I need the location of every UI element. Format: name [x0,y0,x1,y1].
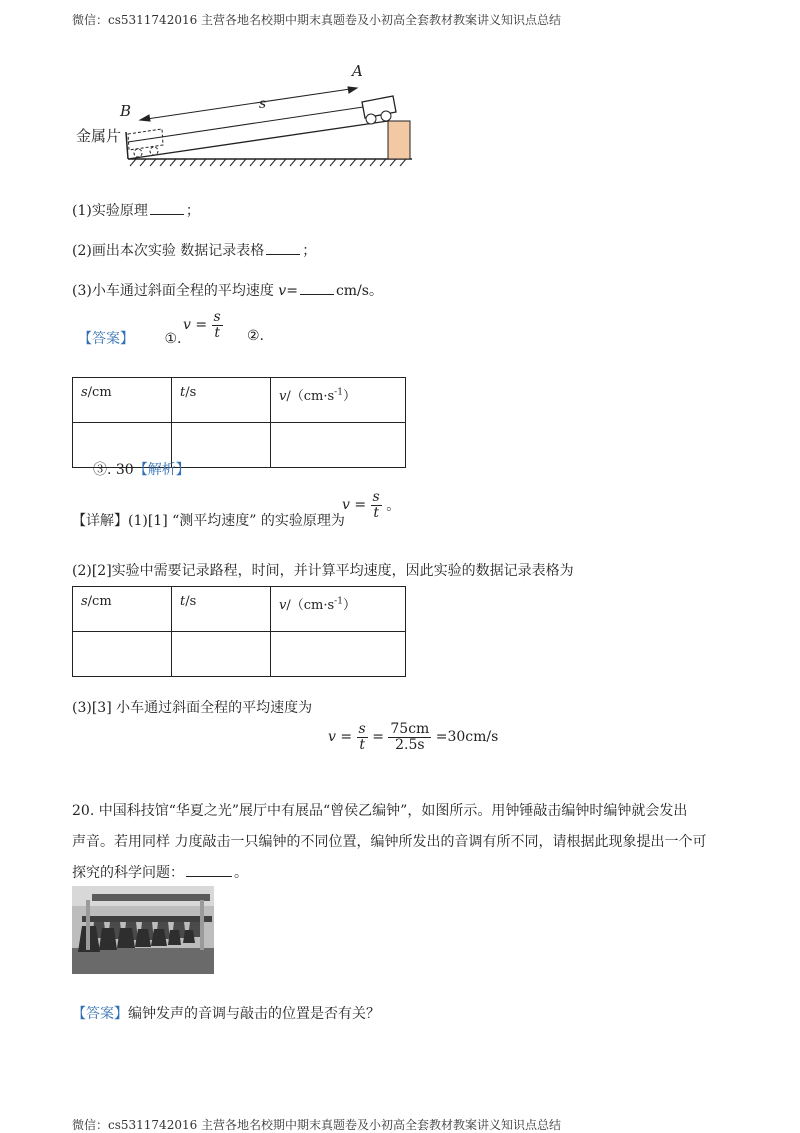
table-header-distance: s/cm [73,587,172,632]
table-row [73,378,406,423]
label-a: A [352,62,363,80]
label-s: s [259,96,267,112]
cart-at-b [128,129,163,157]
data-record-table-2 [72,586,406,677]
answer-blank-1[interactable] [150,202,184,215]
distance-arrow [140,87,357,121]
page-footer: 微信：cs5311742016 主营各地名校期中期末真题卷及小初高全套教材教案讲义知识点总结 [72,1118,562,1132]
table-header-speed: $v/(cm\cdot s^{-1})$ [271,378,406,423]
question-2: (2)画出本次实验 数据记录表格 ； [72,243,317,259]
cart-at-a [362,96,396,124]
label-b: B [120,102,132,120]
table-header-time: t/s [172,378,271,423]
detail-paragraph-1: 【详解】(1)[1] “测平均速度” 的实验原理为 [72,513,345,529]
ground-hatch [130,159,406,166]
detail-paragraph-3: (3)[3] 小车通过斜面全程的平均速度为 [72,700,313,716]
question-1: (1)实验原理 ； [72,203,200,219]
data-record-table-1 [72,377,406,468]
answer-formula: v = $\frac{s}{t}$ [183,309,221,341]
answer-blank-2[interactable] [266,242,300,255]
table-header-speed: $v/(cm\cdot s^{-1})$ [271,587,406,632]
table-header-distance: s/cm [73,378,172,423]
incline-top-edge [128,106,370,142]
table-row [73,587,406,632]
answer-blank-3[interactable] [300,282,334,295]
analysis-tag: 【解析】 [133,462,190,478]
answer-tag: 【答案】 [78,331,134,347]
question-20-line-3: 探究的科学问题： 。 [72,865,248,881]
question-3: (3)小车通过斜面全程的平均速度 v= cm/s。 [72,283,383,299]
answer-line-3: ③. 30【解析】 [93,462,190,478]
incline-diagram [70,58,420,173]
page-header: 微信：cs5311742016 主营各地名校期中期末真题卷及小初高全套教材教案讲义知识点总结 [72,13,562,27]
answer-line-1: 【答案】 ①. [78,331,182,347]
metal-plate [126,132,128,159]
answer-item-2: ②. [247,328,265,344]
incline-surface [128,121,388,159]
table-header-time: t/s [172,587,271,632]
detail-equation: v = $\frac{s}{t}$ = $\frac{75cm}{2.5s}$ =30cm/s [328,721,499,753]
question-20-line-2: 声音。若用同样 力度敲击一只编钟的不同位置，编钟所发出的音调有所不同，请根据此现象提出一个可 [72,834,707,850]
bianzhong-photo [72,886,214,974]
table-row [73,632,406,677]
answer-blank-20[interactable] [186,864,232,877]
label-metal-plate: 金属片 [76,127,122,145]
detail-formula-1: v = $\frac{s}{t}$ 。 [342,489,401,521]
question-20-line-1: 20. 中国科技馆“华夏之光”展厅中有展品“曾侯乙编钟”，如图所示。用钟锤敲击编钟时编钟就会发出 [72,803,688,819]
detail-paragraph-2: (2)[2]实验中需要记录路程，时间，并计算平均速度，因此实验的数据记录表格为 [72,563,574,579]
question-20-answer: 【答案】编钟发声的音调与敲击的位置是否有关？ [72,1006,380,1022]
answer-tag: 【答案】 [72,1006,128,1022]
support-block [388,121,410,159]
